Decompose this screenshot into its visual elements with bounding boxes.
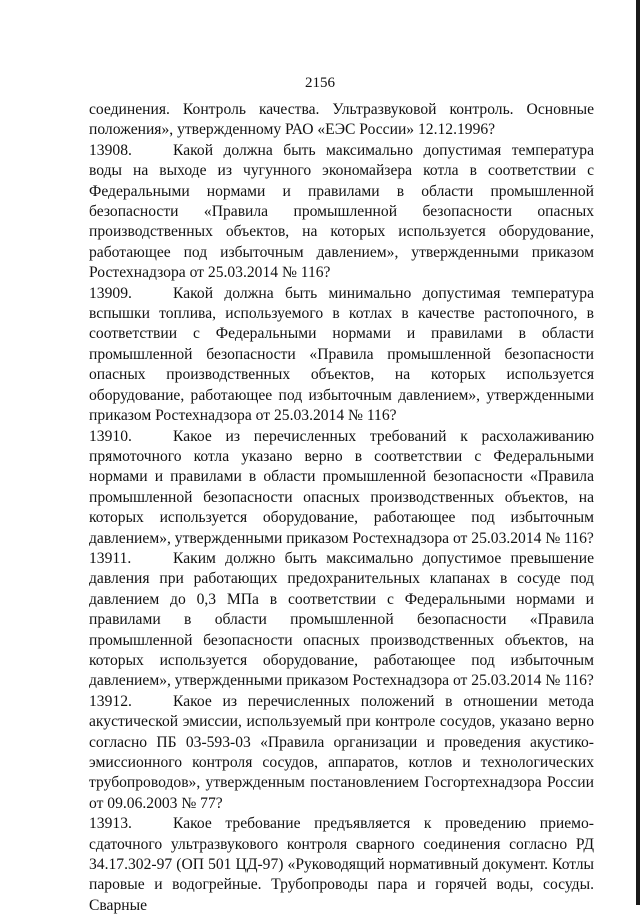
question-13908 bbox=[89, 141, 594, 284]
paragraph-text: соединения. Контроль качества. Ультразвуковой контроль. Основные положения», утвержденному РАО «ЕЭС России» 12.12.1996? bbox=[89, 101, 594, 139]
question-text: Какое требование предъявляется к проведению приемо-сдаточного ультразвукового контроля сварного соединения согласно РД 34.17.302-97 (ОП 501 ЦД-97) «Руководящий нормативный документ. Котлы паровые и водогрейные. Трубопроводы пара и горячей воды, сосуды. Сварные bbox=[89, 815, 594, 914]
page-number: 2156 bbox=[305, 75, 335, 91]
question-number: 13909. bbox=[89, 284, 132, 302]
question-text: Какой должна быть максимально допустимая температура воды на выходе из чугунного экономайзера котла в соответствии с Федеральными нормами и правилами в области промышленной безопасности «Правила промышленной безопасности опасных производственных объектов, на которых используется оборудование, работающее под избыточным давлением», утвержденными приказом Ростехнадзора от 25.03.2014 № 116? bbox=[89, 141, 594, 282]
question-text: Каким должно быть максимально допустимое превышение давления при работающих предохранительных клапанах в сосуде под давлением до 0,3 МПа в соответствии с Федеральными нормами и правилами в области промышленной безопасности «Правила промышленной безопасности опасных производственных объектов, на которых используется оборудование, работающее под избыточным давлением», утвержденными приказом Ростехнадзора от 25.03.2014 № 116? bbox=[89, 549, 594, 690]
question-13910 bbox=[89, 427, 594, 549]
question-number: 13910. bbox=[89, 427, 132, 445]
question-13912 bbox=[89, 692, 594, 814]
question-number: 13908. bbox=[89, 141, 132, 159]
question-13911 bbox=[89, 549, 594, 692]
question-number: 13911. bbox=[89, 549, 132, 567]
question-number: 13913. bbox=[89, 815, 132, 833]
paragraph-continuation bbox=[89, 100, 594, 141]
question-text: Какое из перечисленных требований к расхолаживанию прямоточного котла указано верно в соответствии с Федеральными нормами и правилами в области промышленной безопасности «Правила промышленной безопасности опасных производственных объектов, на которых используется оборудование, работающее под избыточным давлением», утвержденными приказом Ростехнадзора от 25.03.2014 № 116? bbox=[89, 427, 594, 547]
question-text: Какой должна быть минимально допустимая температура вспышки топлива, используемого в котлах в качестве растопочного, в соответствии с Федеральными нормами и правилами в области промышленной безопасности «Правила промышленной безопасности опасных производственных объектов, на которых используется оборудование, работающее под избыточным давлением», утвержденными приказом Ростехнадзора от 25.03.2014 № 116? bbox=[89, 284, 594, 425]
scan-edge bbox=[636, 0, 640, 905]
question-text: Какое из перечисленных положений в отношении метода акустической эмиссии, используемый при контроле сосудов, указано верно согласно ПБ 03-593-03 «Правила организации и проведения акустико-эмиссионного контроля сосудов, аппаратов, котлов и технологических трубопроводов», утвержденным постановлением Госгортехнадзора России от 09.06.2003 № 77? bbox=[89, 692, 594, 812]
question-13909 bbox=[89, 284, 594, 427]
question-number: 13912. bbox=[89, 692, 132, 710]
document-body bbox=[89, 100, 594, 916]
question-13913 bbox=[89, 814, 594, 916]
